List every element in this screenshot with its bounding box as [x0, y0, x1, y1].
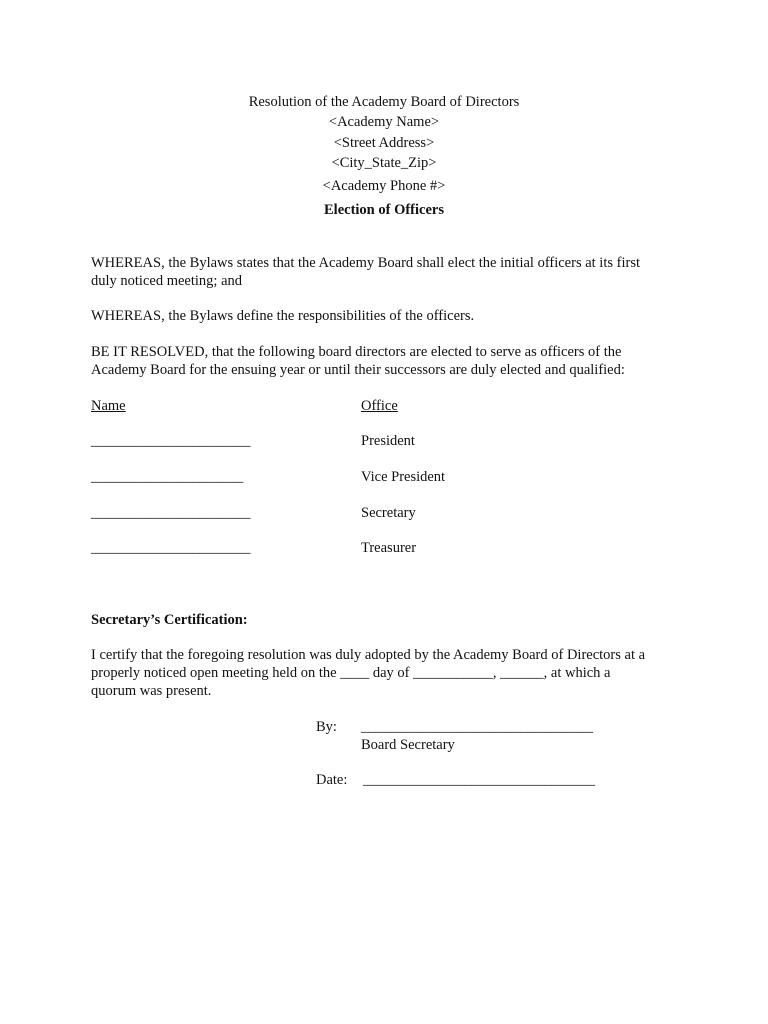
certification-line-2: properly noticed open meeting held on the ____ day of ___________, ______, at which a	[91, 665, 611, 681]
by-label: By:	[316, 719, 337, 735]
date-label: Date:	[316, 772, 348, 788]
date-blank: ________________________________	[363, 772, 595, 788]
subject-heading: Election of Officers	[324, 202, 444, 218]
certification-line-1: I certify that the foregoing resolution was duly adopted by the Academy Board of Directors at a	[91, 647, 646, 663]
resolution-title: Resolution of the Academy Board of Directors	[248, 94, 520, 110]
office-column-header: Office	[361, 398, 398, 414]
resolved-line-1: BE IT RESOLVED, that the following board directors are elected to serve as officers of the	[91, 344, 622, 360]
academy-phone: <Academy Phone #>	[322, 178, 446, 194]
whereas-1-line-1: WHEREAS, the Bylaws states that the Academy Board shall elect the initial officers at its first	[91, 255, 640, 271]
street-address: <Street Address>	[333, 135, 435, 151]
office-president: President	[361, 433, 415, 449]
city-state-zip: <City_State_Zip>	[331, 155, 437, 171]
president-name-blank: ______________________	[91, 433, 251, 449]
name-column-header: Name	[91, 398, 126, 414]
academy-name: <Academy Name>	[328, 114, 440, 130]
vice-president-name-blank: _____________________	[91, 469, 244, 485]
whereas-1-line-2: duly noticed meeting; and	[91, 273, 243, 289]
office-treasurer: Treasurer	[361, 540, 417, 556]
certification-heading: Secretary’s Certification:	[91, 612, 248, 628]
whereas-2: WHEREAS, the Bylaws define the responsibilities of the officers.	[91, 308, 475, 324]
certification-line-3: quorum was present.	[91, 683, 212, 699]
board-secretary-caption: Board Secretary	[361, 737, 455, 753]
office-secretary: Secretary	[361, 505, 416, 521]
resolved-line-2: Academy Board for the ensuing year or until their successors are duly elected and qualified:	[91, 362, 625, 378]
treasurer-name-blank: ______________________	[91, 540, 251, 556]
office-vice-president: Vice President	[361, 469, 446, 485]
secretary-name-blank: ______________________	[91, 505, 251, 521]
signature-blank: ________________________________	[361, 719, 593, 735]
